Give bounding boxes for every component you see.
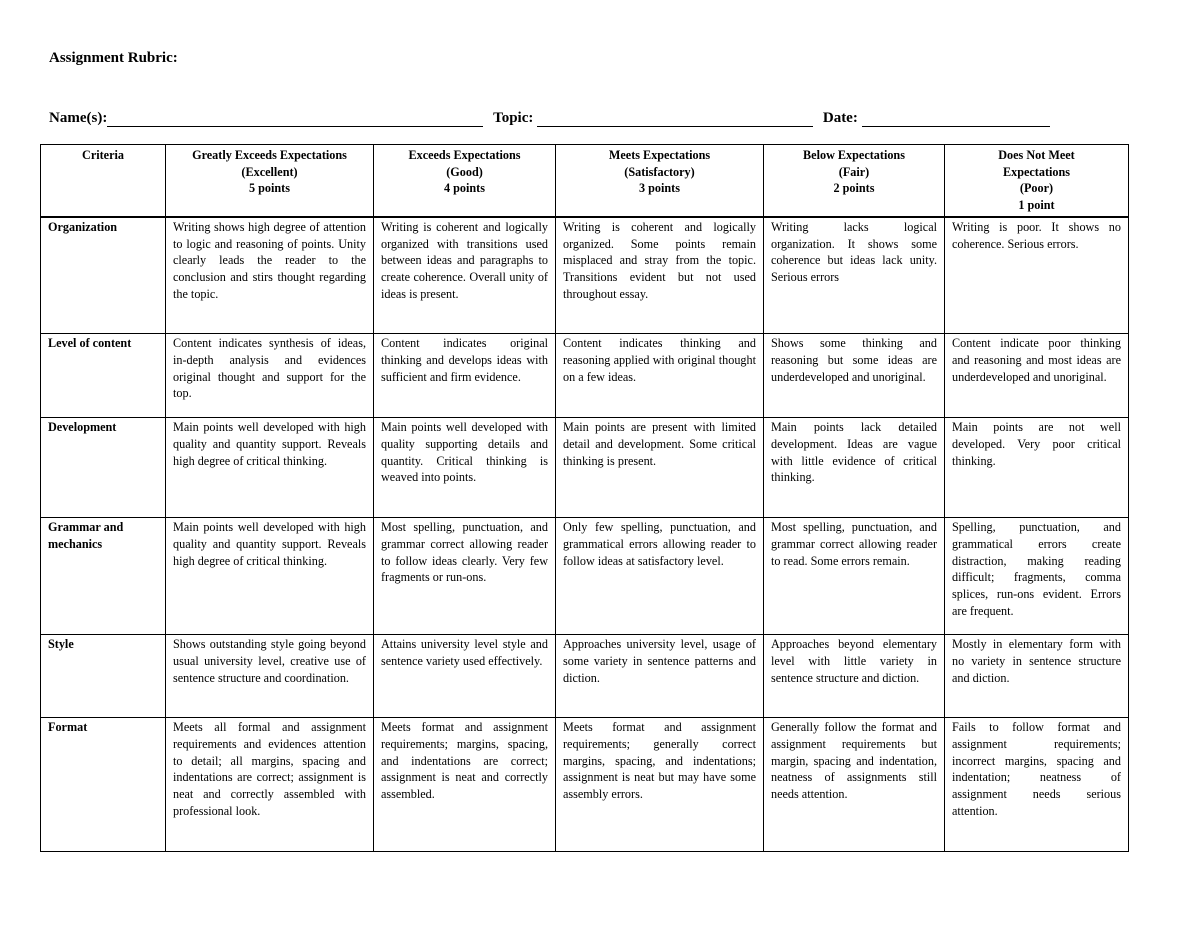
name-blank bbox=[107, 112, 483, 127]
rubric-cell: Mostly in elementary form with no variety in sentence structure and diction. bbox=[945, 635, 1129, 718]
criteria-cell: Organization bbox=[41, 217, 166, 334]
header-fields bbox=[49, 110, 1129, 127]
rubric-cell: Main points well developed with high quality and quantity support. Reveals high degree of critical thinking. bbox=[166, 418, 374, 518]
rubric-cell: Main points well developed with quality supporting details and quantity. Critical thinking is weaved into points. bbox=[374, 418, 556, 518]
rubric-cell: Writing lacks logical organization. It shows some coherence but ideas lack unity. Serious errors bbox=[764, 217, 945, 334]
rubric-cell: Shows some thinking and reasoning but some ideas are underdeveloped and unoriginal. bbox=[764, 334, 945, 418]
rubric-cell: Most spelling, punctuation, and grammar correct allowing reader to follow ideas clearly. Very few fragments or run-ons. bbox=[374, 518, 556, 635]
rubric-row-development bbox=[41, 418, 1129, 518]
header-meets bbox=[556, 145, 764, 217]
header-line: (Satisfactory) bbox=[624, 164, 695, 179]
rubric-cell: Attains university level style and sentence variety used effectively. bbox=[374, 635, 556, 718]
rubric-row-organization bbox=[41, 217, 1129, 334]
rubric-cell: Most spelling, punctuation, and grammar correct allowing reader to read. Some errors remain. bbox=[764, 518, 945, 635]
rubric-cell: Main points are not well developed. Very poor critical thinking. bbox=[945, 418, 1129, 518]
criteria-cell: Level of content bbox=[41, 334, 166, 418]
date-label: Date: bbox=[822, 110, 858, 126]
header-line: Below Expectations bbox=[803, 148, 905, 162]
rubric-cell: Main points are present with limited detail and development. Some critical thinking is present. bbox=[556, 418, 764, 518]
rubric-cell: Content indicates thinking and reasoning applied with original thought on a few ideas. bbox=[556, 334, 764, 418]
header-line: (Excellent) bbox=[241, 164, 298, 179]
header-line: (Fair) bbox=[838, 164, 870, 179]
rubric-cell: Spelling, punctuation, and grammatical errors create distraction, making reading difficult; fragments, comma splices, run-ons evident. Errors are frequent. bbox=[945, 518, 1129, 635]
header-line: (Good) bbox=[446, 164, 483, 179]
header-line: 1 point bbox=[1018, 198, 1055, 213]
rubric-cell: Approaches beyond elementary level with little variety in sentence structure and diction. bbox=[764, 635, 945, 718]
rubric-cell: Writing shows high degree of attention to logic and reasoning of points. Unity clearly leads the reader to the conclusion and stirs thought regarding the topic. bbox=[166, 217, 374, 334]
rubric-row-style bbox=[41, 635, 1129, 718]
rubric-cell: Main points well developed with high quality and quantity support. Reveals high degree of critical thinking. bbox=[166, 518, 374, 635]
header-line: Greatly Exceeds Expectations bbox=[192, 148, 347, 162]
header-line: 2 points bbox=[833, 181, 875, 196]
header-line: Expectations bbox=[1002, 164, 1071, 179]
rubric-table bbox=[40, 144, 1129, 852]
rubric-cell: Shows outstanding style going beyond usual university level, creative use of sentence structure and coordination. bbox=[166, 635, 374, 718]
rubric-cell: Meets format and assignment requirements; margins, spacing, and indentations are correct; assignment is neat and correctly assembled. bbox=[374, 718, 556, 852]
rubric-cell: Only few spelling, punctuation, and grammatical errors allowing reader to follow ideas at satisfactory level. bbox=[556, 518, 764, 635]
rubric-cell: Approaches university level, usage of some variety in sentence patterns and diction. bbox=[556, 635, 764, 718]
rubric-cell: Writing is coherent and logically organized with transitions used between ideas and paragraphs to create coherence. Overall unity of ideas is present. bbox=[374, 217, 556, 334]
header-line: 4 points bbox=[444, 181, 485, 196]
rubric-cell: Fails to follow format and assignment requirements; incorrect margins, spacing and indentation; neatness of assignment needs serious attention. bbox=[945, 718, 1129, 852]
header-does-not-meet bbox=[945, 145, 1129, 217]
header-line: Criteria bbox=[82, 148, 124, 162]
criteria-cell: Development bbox=[41, 418, 166, 518]
rubric-row-grammar-and-mechanics bbox=[41, 518, 1129, 635]
rubric-cell: Content indicates original thinking and develops ideas with sufficient and firm evidence. bbox=[374, 334, 556, 418]
criteria-cell: Style bbox=[41, 635, 166, 718]
header-below bbox=[764, 145, 945, 217]
criteria-cell: Grammar and mechanics bbox=[41, 518, 166, 635]
rubric-cell: Main points lack detailed development. Ideas are vague with little evidence of critical thinking. bbox=[764, 418, 945, 518]
topic-label: Topic: bbox=[493, 110, 534, 126]
header-line: Does Not Meet bbox=[998, 148, 1075, 162]
rubric-cell: Generally follow the format and assignment requirements but margin, spacing and indentation, neatness of assignments still needs attention. bbox=[764, 718, 945, 852]
rubric-cell: Writing is coherent and logically organized. Some points remain misplaced and stray from the topic. Transitions evident but not used throughout essay. bbox=[556, 217, 764, 334]
header-greatly-exceeds bbox=[166, 145, 374, 217]
header-line: Meets Expectations bbox=[608, 148, 711, 162]
rubric-cell: Writing is poor. It shows no coherence. Serious errors. bbox=[945, 217, 1129, 334]
rubric-row-format bbox=[41, 718, 1129, 852]
header-exceeds bbox=[374, 145, 556, 217]
rubric-cell: Content indicate poor thinking and reasoning and most ideas are underdeveloped and unoriginal. bbox=[945, 334, 1129, 418]
rubric-cell: Meets format and assignment requirements; generally correct margins, spacing, and indentations; assignment is neat but may have some assembly errors. bbox=[556, 718, 764, 852]
header-line: Exceeds Expectations bbox=[408, 148, 521, 162]
date-blank bbox=[862, 112, 1050, 127]
document-title: Assignment Rubric: bbox=[49, 50, 178, 66]
criteria-cell: Format bbox=[41, 718, 166, 852]
header-line: 5 points bbox=[249, 181, 290, 196]
name-label: Name(s): bbox=[49, 110, 108, 126]
rubric-cell: Meets all formal and assignment requirements and evidences attention to detail; all margins, spacing and indentations are correct; assignment is neat and correctly assembled with professional look. bbox=[166, 718, 374, 852]
rubric-row-level-of-content bbox=[41, 334, 1129, 418]
rubric-cell: Content indicates synthesis of ideas, in-depth analysis and evidences original thought and support for the top. bbox=[166, 334, 374, 418]
header-row bbox=[41, 145, 1129, 217]
header-criteria bbox=[41, 145, 166, 217]
topic-blank bbox=[537, 112, 813, 127]
header-line: 3 points bbox=[639, 181, 680, 196]
header-line: (Poor) bbox=[1019, 181, 1054, 196]
